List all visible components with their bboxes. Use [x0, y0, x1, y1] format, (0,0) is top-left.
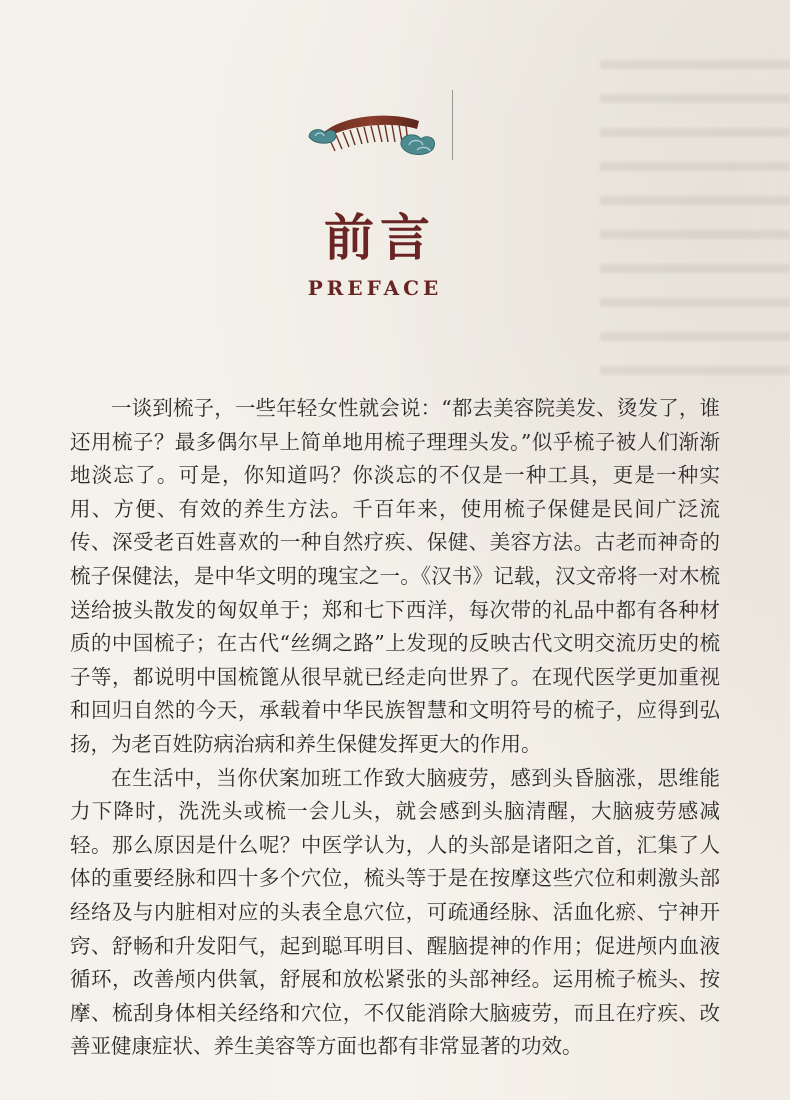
show-through-text	[600, 60, 790, 390]
body-text	[70, 392, 720, 1064]
comb-cloud-icon	[305, 105, 440, 165]
page-title: 前言	[324, 209, 436, 267]
paragraph: 一谈到梳子，一些年轻女性就会说：“都去美容院美发、烫发了，谁还用梳子？最多偶尔早上简单地用梳子理理头发。”似乎梳子被人们渐渐地淡忘了。可是，你知道吗？你淡忘的不仅是一种工具，更是一种实用、方便、有效的养生方法。千百年来，使用梳子保健是民间广泛流传、深受老百姓喜欢的一种自然疗疾、保健、美容方法。古老而神奇的梳子保健法，是中华文明的瑰宝之一。《汉书》记载，汉文帝将一对木梳送给披头散发的匈奴单于；郑和七下西洋，每次带的礼品中都有各种材质的中国梳子；在古代“丝绸之路”上发现的反映古代文明交流历史的梳子等，都说明中国梳篦从很早就已经走向世界了。在现代医学更加重视和回归自然的今天，承载着中华民族智慧和文明符号的梳子，应得到弘扬，为老百姓防病治病和养生保健发挥更大的作用。	[70, 396, 720, 756]
page-subtitle: PREFACE	[307, 276, 443, 300]
paragraph: 在生活中，当你伏案加班工作致大脑疲劳，感到头昏脑涨，思维能力下降时，洗洗头或梳一会儿头，就会感到头脑清醒，大脑疲劳感减轻。那么原因是什么呢？中医学认为，人的头部是诸阳之首，汇集了人体的重要经脉和四十多个穴位，梳头等于是在按摩这些穴位和刺激头部经络及与内脏相对应的头表全息穴位，可疏通经脉、活血化瘀、宁神开窍、舒畅和升发阳气，起到聪耳明目、醒脑提神的作用；促进颅内血液循环，改善颅内供氧，舒展和放松紧张的头部神经。运用梳子梳头、按摩、梳刮身体相关经络和穴位，不仅能消除大脑疲劳，而且在疗疾、改善亚健康症状、养生美容等方面也都有非常显著的功效。	[70, 765, 720, 1059]
header-divider	[452, 90, 453, 160]
